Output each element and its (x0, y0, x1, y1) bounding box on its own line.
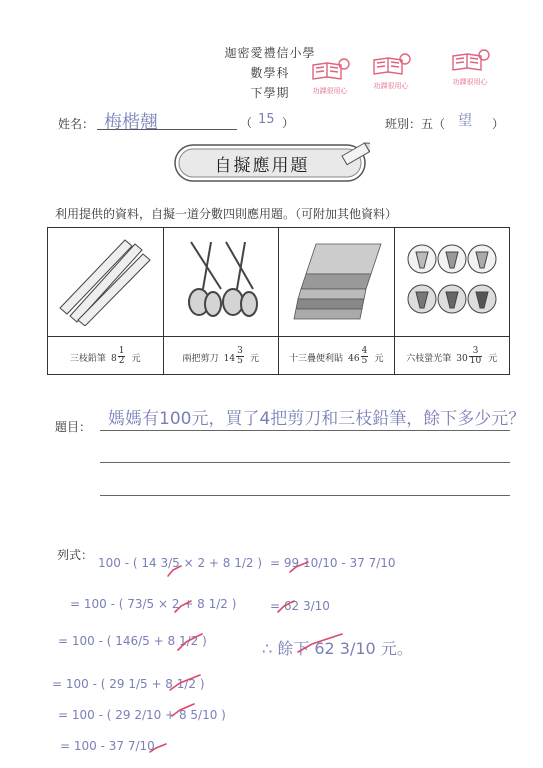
check-mark-icon (175, 601, 191, 612)
svg-text:功課很用心: 功課很用心 (373, 82, 409, 90)
working-step: = 100 - ( 29 1/5 + 8 1/2 ) (52, 677, 205, 691)
working-step: = 100 - ( 146/5 + 8 1/2 ) (58, 634, 207, 648)
item-caption: 十三疊便利貼 46 $\frac{4}{5}$ 元 (279, 337, 395, 375)
item-caption: 兩把剪刀 14 $\frac{3}{5}$ 元 (163, 337, 279, 375)
check-mark-icon (290, 562, 308, 572)
number-value: 15 (258, 112, 275, 127)
svg-text:功課很用心: 功課很用心 (312, 87, 348, 95)
item-caption: 三枝鉛筆 8 $\frac{1}{2}$ 元 (48, 337, 164, 375)
working-step: = 100 - ( 29 2/10 + 8 5/10 ) (58, 708, 226, 722)
number-open: （ (240, 116, 253, 130)
class-value: 望 (458, 113, 472, 129)
check-mark-icon (150, 744, 166, 752)
question-label: 題目： (55, 420, 92, 434)
working-conclusion: ∴ 餘下 62 3/10 元。 (262, 639, 413, 658)
item-caption: 六枝螢光筆 30 $\frac{3}{10}$ 元 (394, 337, 510, 375)
class-label: 班別：五（ (385, 117, 446, 131)
check-mark-icon (298, 634, 342, 652)
name-label: 姓名： (58, 117, 95, 131)
term-name: 下學期 (250, 86, 290, 100)
name-value: 梅楷翹 (104, 112, 158, 133)
working-step: = 99 10/10 - 37 7/10 (270, 556, 396, 570)
check-mark-icon (168, 566, 181, 576)
svg-text:功課很用心: 功課很用心 (452, 78, 488, 86)
check-mark-icon (178, 634, 202, 650)
banner-title: 自擬應用題 (214, 156, 310, 176)
school-name: 迦密愛禮信小學 (224, 46, 316, 60)
check-mark-icon (172, 704, 194, 716)
instruction-text: 利用提供的資料，自擬一道分數四則應用題。（可附加其他資料） (55, 207, 398, 221)
check-mark-icon (278, 601, 294, 612)
class-close: ） (492, 117, 505, 131)
subject-name: 數學科 (250, 66, 290, 80)
working-step: 100 - ( 14 3/5 × 2 + 8 1/2 ) (98, 556, 263, 570)
check-mark-icon (170, 675, 200, 690)
working-step: = 100 - ( 73/5 × 2 + 8 1/2 ) (70, 597, 237, 611)
question-answer: 媽媽有100元，買了4把剪刀和三枝鉛筆，餘下多少元？ (108, 409, 526, 429)
working-step: = 100 - 37 7/10 (60, 739, 155, 753)
working-label: 列式： (57, 548, 94, 562)
working-step: = 62 3/10 (270, 599, 330, 613)
number-close: ） (282, 116, 295, 130)
